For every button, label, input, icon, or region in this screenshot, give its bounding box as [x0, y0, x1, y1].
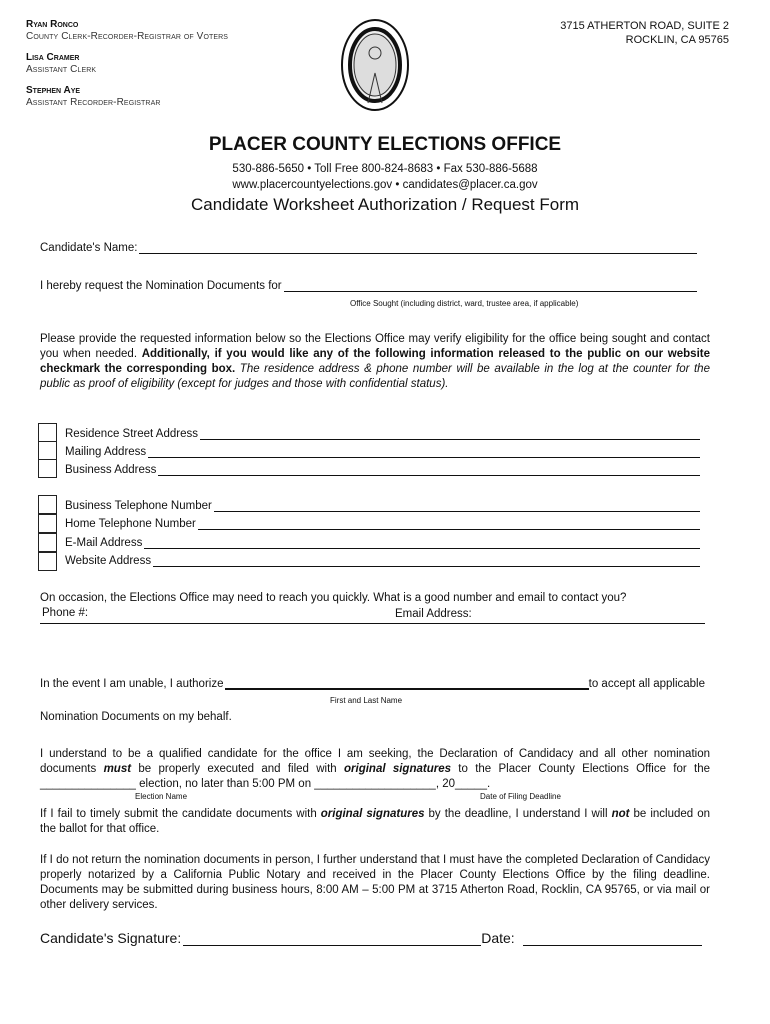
field-label: Business Address: [65, 464, 157, 476]
field-label: E-Mail Address: [65, 537, 143, 549]
official-title: Assistant Recorder-Registrar: [26, 97, 161, 108]
county-seal-logo: [340, 18, 410, 112]
residence-row: [65, 428, 700, 440]
date-field[interactable]: [523, 932, 702, 946]
business-phone-checkbox[interactable]: [38, 495, 57, 514]
mailing-checkbox[interactable]: [38, 441, 57, 460]
home-phone-row: [65, 518, 700, 530]
field-label: Mailing Address: [65, 446, 147, 458]
authorize-suffix: to accept all applicable: [588, 678, 705, 690]
email-checkbox[interactable]: [38, 533, 57, 552]
home-phone-checkbox[interactable]: [38, 514, 57, 533]
residence-field[interactable]: [200, 429, 700, 440]
authorize-line2: Nomination Documents on my behalf.: [40, 711, 232, 723]
intro-paragraph: [40, 332, 710, 392]
business-phone-row: [65, 500, 700, 512]
request-label: I hereby request the Nomination Documents for: [40, 280, 282, 292]
not-text: not: [611, 808, 630, 820]
signature-field[interactable]: [183, 932, 481, 946]
website-row: [65, 555, 700, 567]
intro-bold-text: Additionally, if you would like any of the following information released to the public on our website checkmark the corresponding box.: [40, 348, 710, 375]
intro-italic-text: The residence address & phone number will be available in the log at the counter for the public as proof of eligibility (except for judges and those with confidential status).: [40, 363, 710, 390]
understand-paragraph: [40, 747, 710, 792]
website-field[interactable]: [153, 556, 700, 567]
office-sought-caption: Office Sought (including district, ward, trustee area, if applicable): [350, 299, 579, 308]
contact-quick-row: [40, 606, 705, 624]
intro-text: Please provide the requested information below so the Elections Office may verify eligibility for the office being sought and contact you when needed.: [40, 333, 710, 360]
date-label: Date:: [481, 930, 515, 946]
deadline-caption: Date of Filing Deadline: [480, 792, 561, 801]
home-phone-field[interactable]: [198, 519, 700, 530]
official-title: County Clerk-Recorder-Registrar of Voters: [26, 31, 229, 42]
understand-text: I understand to be a qualified candidate for the office I am seeking, the Declaration of Candidacy and all other nomination documents: [40, 748, 710, 775]
address-line: 3715 ATHERTON ROAD, SUITE 2: [560, 20, 729, 32]
business-address-checkbox[interactable]: [38, 459, 57, 478]
office-title: PLACER COUNTY ELECTIONS OFFICE: [208, 134, 562, 155]
field-label: Residence Street Address: [65, 428, 198, 440]
fail-text: If I fail to timely submit the candidate documents with: [40, 808, 321, 820]
email-row: [65, 537, 700, 549]
fail-paragraph: [40, 807, 710, 837]
phone-label: Phone #:: [42, 607, 89, 619]
website-checkbox[interactable]: [38, 552, 57, 571]
email-label: Email Address:: [395, 608, 472, 620]
authorize-label: In the event I am unable, I authorize: [40, 678, 224, 690]
occasion-text: On occasion, the Elections Office may need to reach you quickly. What is a good number and email to contact you?: [40, 592, 627, 604]
mailing-row: [65, 446, 700, 458]
official-name: Lisa Cramer: [26, 52, 80, 63]
fail-text: by the deadline, I understand I will: [424, 808, 612, 820]
office-address: [560, 19, 729, 47]
officials-list: [26, 19, 228, 109]
email-field[interactable]: [144, 538, 700, 549]
understand-text: to the Placer County Elections Office for the _______________ election, no later than 5:00 PM on ___________________, 20_____.: [40, 763, 710, 790]
signature-row: [40, 930, 702, 946]
office-sought-field[interactable]: [284, 281, 697, 292]
authorize-caption: First and Last Name: [330, 696, 403, 705]
residence-checkbox[interactable]: [38, 423, 57, 442]
return-paragraph: If I do not return the nomination documents in person, I further understand that I must have the completed Declaration of Candidacy properly notarized by a California Public Notary and received in the Placer County Elections Office by the filing deadline. Documents may be submitted during business hours, 8:00 AM – 5:00 PM at 3715 Atherton Road, Rocklin, CA 95765, or via mail or other delivery services.: [40, 854, 710, 911]
official-title: Assistant Clerk: [26, 64, 97, 75]
original-signatures-text: original signatures: [344, 763, 451, 775]
original-signatures-text: original signatures: [320, 808, 425, 820]
business-phone-field[interactable]: [214, 501, 700, 512]
candidate-name-field[interactable]: [139, 243, 697, 254]
official-name: Stephen Aye: [26, 85, 81, 96]
candidate-name-row: [40, 242, 697, 254]
authorized-name-field[interactable]: [225, 679, 588, 690]
contact-phones: 530-886-5650 • Toll Free 800-824-8683 • Fax 530-886-5688: [232, 163, 538, 175]
fail-text: be included on the ballot for that office.: [40, 808, 710, 835]
address-line: ROCKLIN, CA 95765: [625, 34, 729, 46]
signature-label: Candidate's Signature:: [40, 930, 182, 946]
contact-info: [0, 161, 770, 193]
authorize-row: [40, 678, 705, 690]
field-label: Business Telephone Number: [65, 500, 212, 512]
election-name-caption: Election Name: [135, 792, 188, 801]
contact-web-email: www.placercountyelections.gov • candidates@placer.ca.gov: [232, 179, 538, 191]
field-label: Home Telephone Number: [65, 518, 196, 530]
understand-text: be properly executed and filed with: [131, 763, 344, 775]
mailing-field[interactable]: [148, 447, 700, 458]
form-title: Candidate Worksheet Authorization / Request Form: [190, 195, 580, 214]
must-text: must: [103, 763, 132, 775]
request-row: [40, 280, 697, 292]
official-name: Ryan Ronco: [26, 19, 79, 30]
candidate-name-label: Candidate's Name:: [40, 242, 138, 254]
field-label: Website Address: [65, 555, 152, 567]
business-address-row: [65, 464, 700, 476]
business-address-field[interactable]: [158, 465, 700, 476]
